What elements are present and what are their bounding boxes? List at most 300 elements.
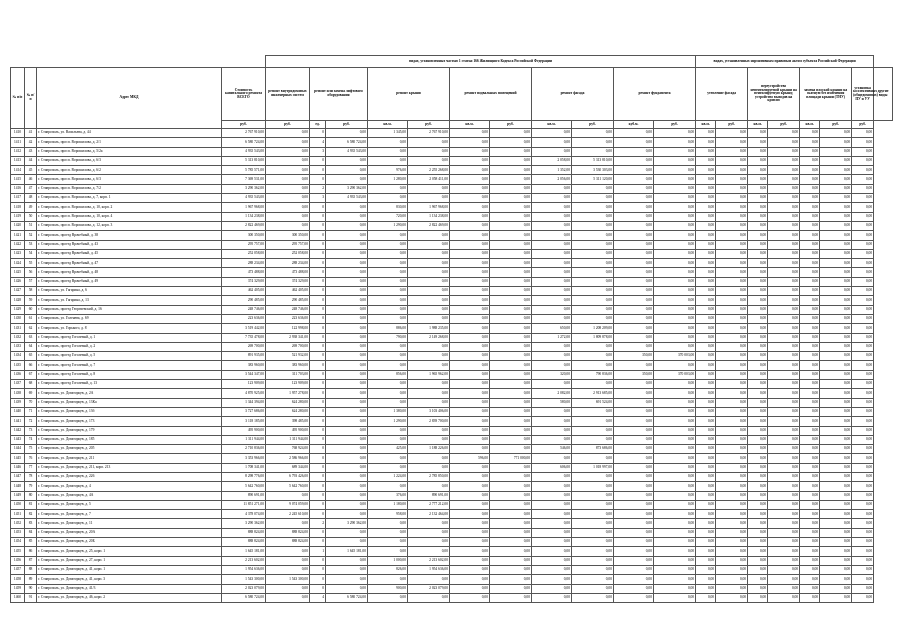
row-number: 1418 [11,203,25,212]
row-value: 3 103 406,00 [408,407,450,416]
unit-cell: руб. [326,121,368,129]
row-address: г. Ставрополь, ул. Горького, д. 8 [37,324,222,333]
row-value: 0,00 [450,166,490,175]
row-value: 0,00 [614,296,654,305]
row-value: 0,00 [852,565,874,574]
row-value: 0,00 [800,361,820,370]
row-number: 1413 [11,156,25,165]
row-value: 0,00 [800,184,820,193]
row-value: 0,00 [572,528,614,537]
row-sub-number: 53 [25,240,37,249]
row-value: 0,00 [748,333,768,342]
row-value: 0,00 [450,370,490,379]
row-value: 873 686,00 [572,445,614,454]
row-sub-number: 70 [25,398,37,407]
row-value: 0,00 [326,380,368,389]
row-value: 0,00 [768,231,800,240]
row-value: 0 [310,575,326,584]
row-number: 1454 [11,538,25,547]
row-value: 0,00 [748,575,768,584]
row-value: 0,00 [852,556,874,565]
row-value: 0,00 [748,268,768,277]
row-value: 0,00 [852,584,874,593]
row-value: 0,00 [654,324,696,333]
row-value: 5 313 810,00 [572,156,614,165]
row-value: 0,00 [450,314,490,323]
row-address: г. Ставрополь, ул. Голенева, д. 69 [37,314,222,323]
row-sub-number: 81 [25,500,37,509]
row-sub-number: 78 [25,472,37,481]
row-value: 0,00 [450,156,490,165]
row-value: 0,00 [614,435,654,444]
row-number: 1421 [11,231,25,240]
row-value: 0,00 [654,398,696,407]
group-header-row [11,56,893,68]
row-value: 0,00 [572,538,614,547]
row-sub-number: 66 [25,361,37,370]
row-number: 1424 [11,259,25,268]
row-value: 0,00 [800,240,820,249]
row-value: 0,00 [820,287,852,296]
row-value: 0,00 [748,584,768,593]
row-value: 0,00 [326,463,368,472]
row-value: 311 703,00 [266,370,310,379]
row-value: 0,00 [800,547,820,556]
row-value: 0,00 [748,380,768,389]
row-value: 0,00 [716,268,748,277]
row-value: 0,00 [614,203,654,212]
row-value: 0,00 [696,138,716,147]
row-value: 0,00 [768,129,800,138]
row-number: 1422 [11,240,25,249]
row-value: 0,00 [614,138,654,147]
row-value: 0,00 [768,324,800,333]
row-value: 0,00 [768,445,800,454]
row-value: 290 485,00 [266,296,310,305]
row-value: 0,00 [696,565,716,574]
row-value: 0,00 [852,547,874,556]
row-total: 2 213 602,00 [222,556,266,565]
row-value: 0,00 [852,398,874,407]
row-value: 0,00 [266,138,310,147]
row-value: 0,00 [800,156,820,165]
row-value: 0,00 [532,547,572,556]
row-value: 596,00 [450,454,490,463]
row-number: 1449 [11,491,25,500]
row-address: г. Ставрополь, ул. Доваторцев, д. 5 [37,500,222,509]
row-value: 0,00 [326,212,368,221]
row-value: 0,00 [408,463,450,472]
table-row [11,435,893,444]
row-value: 1 311 944,00 [266,435,310,444]
row-value: 0,00 [800,147,820,156]
row-value: 0,00 [490,398,532,407]
row-value: 2 058,00 [532,156,572,165]
row-value: 0,00 [696,519,716,528]
row-value: 0,00 [748,389,768,398]
row-value: 1 280,00 [368,175,408,184]
row-value: 0 [310,361,326,370]
row-value: 0,00 [820,454,852,463]
row-value: 0,00 [800,268,820,277]
row-address: г. Ставрополь, просп. Ворошилова, д. 7, корп. 1 [37,194,222,203]
row-sub-number: 43 [25,147,37,156]
row-value: 0,00 [490,389,532,398]
row-value: 0,00 [696,277,716,286]
row-value: 0,00 [450,147,490,156]
row-number: 1425 [11,268,25,277]
row-value: 0,00 [326,556,368,565]
row-value: 0,00 [450,361,490,370]
row-value: 0,00 [800,305,820,314]
row-value: 0,00 [800,482,820,491]
row-value: 0,00 [368,156,408,165]
row-value: 0,00 [716,231,748,240]
row-value: 0,00 [326,500,368,509]
row-value: 0,00 [716,547,748,556]
row-value: 0,00 [696,445,716,454]
row-value: 0,00 [532,305,572,314]
row-value: 0,00 [654,305,696,314]
row-total: 6 580 724,00 [222,593,266,602]
table-row [11,129,893,138]
row-value: 0,00 [768,528,800,537]
row-value: 0,00 [716,417,748,426]
row-value: 0,00 [716,194,748,203]
row-total: 288 234,00 [222,259,266,268]
row-value: 0,00 [532,352,572,361]
row-value: 771 000,00 [490,454,532,463]
row-value: 0,00 [748,277,768,286]
row-value: 0,00 [450,584,490,593]
row-value: 0,00 [490,296,532,305]
row-value: 0 [310,231,326,240]
row-value: 0,00 [490,324,532,333]
row-value: 0,00 [748,129,768,138]
row-value: 0 [310,417,326,426]
row-value: 0,00 [266,221,310,230]
row-value: 0,00 [490,500,532,509]
row-total: 2 767 910,00 [222,129,266,138]
table-row [11,584,893,593]
row-value: 0,00 [768,184,800,193]
row-value: 0,00 [450,556,490,565]
row-value: 0,00 [800,519,820,528]
row-value: 0,00 [654,593,696,602]
row-value: 0,00 [654,565,696,574]
row-value: 0,00 [800,584,820,593]
row-value: 0,00 [326,482,368,491]
row-value: 0,00 [696,333,716,342]
row-value: 0,00 [654,342,696,351]
row-value: 0,00 [820,491,852,500]
row-total: 3 290 362,00 [222,519,266,528]
row-value: 248 746,00 [266,305,310,314]
row-value: 0,00 [800,370,820,379]
row-value: 0,00 [326,324,368,333]
row-value: 0,00 [820,380,852,389]
row-value: 0,00 [768,556,800,565]
row-value: 3 530 303,00 [572,166,614,175]
row-number: 1459 [11,584,25,593]
row-value: 0,00 [572,194,614,203]
unit-cell: кв.м. [800,121,820,129]
row-value: 0,00 [450,426,490,435]
row-value: 0,00 [768,389,800,398]
row-value: 0,00 [532,240,572,249]
row-value: 0,00 [696,417,716,426]
row-value: 0,00 [852,491,874,500]
row-value: 0,00 [852,194,874,203]
row-value: 0,00 [852,426,874,435]
row-total: 7 735 478,00 [222,333,266,342]
row-value: 0,00 [654,510,696,519]
table-row [11,249,893,258]
row-value: 0,00 [654,296,696,305]
row-value: 689 344,00 [266,463,310,472]
row-value: 0,00 [266,565,310,574]
row-value: 0,00 [614,593,654,602]
row-value: 0,00 [748,426,768,435]
row-sub-number: 44 [25,156,37,165]
row-total: 1 967 968,00 [222,203,266,212]
row-value: 0,00 [768,212,800,221]
row-number: 1456 [11,556,25,565]
table-row [11,500,893,509]
row-value: 0,00 [408,138,450,147]
row-total: 123 909,00 [222,380,266,389]
row-value: 0,00 [266,593,310,602]
row-value: 0,00 [572,575,614,584]
row-number: 1412 [11,147,25,156]
row-value: 0,00 [614,166,654,175]
row-value: 0,00 [614,361,654,370]
row-value: 1 000,00 [368,556,408,565]
row-value: 0 [310,305,326,314]
row-sub-number: 67 [25,370,37,379]
row-number: 1431 [11,324,25,333]
row-sub-number: 76 [25,454,37,463]
row-total: 4 935 543,00 [222,194,266,203]
row-value: 0,00 [716,138,748,147]
row-value: 0,00 [368,398,408,407]
row-value: 0,00 [800,203,820,212]
row-value: 2 213 602,00 [408,556,450,565]
row-value: 0,00 [450,407,490,416]
row-value: 0,00 [696,184,716,193]
row-value: 890 691,00 [408,491,450,500]
row-value: 0,00 [654,268,696,277]
row-value: 0,00 [368,547,408,556]
row-address: г. Ставрополь, ул. Доваторцев, д. 205 [37,445,222,454]
row-value: 0,00 [800,129,820,138]
unit-cell: кв.м. [368,121,408,129]
row-value: 0,00 [450,305,490,314]
row-value: 0,00 [748,565,768,574]
row-value: 0,00 [326,538,368,547]
row-value: 0,00 [716,407,748,416]
row-value: 1 954 636,00 [408,565,450,574]
row-value: 0,00 [266,129,310,138]
row-value: 0,00 [614,528,654,537]
row-value: 0,00 [266,156,310,165]
row-total: 888 824,00 [222,538,266,547]
row-value: 0,00 [696,491,716,500]
row-value: 0,00 [532,287,572,296]
row-value: 0,00 [748,510,768,519]
row-value: 0 [310,156,326,165]
row-value: 0,00 [490,203,532,212]
table-row [11,156,893,165]
row-value: 0,00 [614,556,654,565]
row-value: 0,00 [532,194,572,203]
row-value: 0,00 [368,426,408,435]
unit-cell: руб. [490,121,532,129]
row-value: 0,00 [450,565,490,574]
row-value: 0,00 [450,500,490,509]
row-value: 0,00 [820,575,852,584]
unit-cell: руб. [654,121,696,129]
row-value: 0,00 [450,380,490,389]
row-value: 0,00 [748,500,768,509]
row-value: 0,00 [450,249,490,258]
row-value: 0,00 [768,565,800,574]
row-value: 0,00 [572,231,614,240]
row-value: 0,00 [820,538,852,547]
row-value: 691 524,00 [572,398,614,407]
row-value: 546,00 [532,445,572,454]
row-value: 0,00 [820,528,852,537]
row-value: 0,00 [748,194,768,203]
row-number: 1419 [11,212,25,221]
row-value: 0,00 [614,259,654,268]
row-value: 0,00 [820,147,852,156]
row-number: 1430 [11,314,25,323]
row-value: 0,00 [572,138,614,147]
row-value: 0,00 [696,389,716,398]
row-value: 0,00 [852,500,874,509]
row-value: 425,00 [368,445,408,454]
row-value: 0,00 [490,547,532,556]
row-value: 0,00 [266,147,310,156]
row-value: 0,00 [768,426,800,435]
row-value: 0,00 [696,528,716,537]
row-value: 2 822 469,00 [408,221,450,230]
row-value: 0,00 [572,203,614,212]
row-total: 252 058,00 [222,249,266,258]
row-value: 0,00 [572,305,614,314]
table-row [11,463,893,472]
row-value: 0,00 [696,259,716,268]
row-value: 0,00 [266,519,310,528]
row-value: 0,00 [654,389,696,398]
row-number: 1445 [11,454,25,463]
row-value: 0,00 [532,259,572,268]
row-total: 295 757,00 [222,240,266,249]
row-value: 0,00 [654,547,696,556]
row-address: г. Ставрополь, проезд Врачебный, д. 47 [37,259,222,268]
row-value: 0,00 [654,445,696,454]
row-value: 0,00 [696,175,716,184]
row-number: 1438 [11,389,25,398]
row-value: 0,00 [800,389,820,398]
row-value: 0,00 [820,482,852,491]
column-header-row [11,68,893,121]
row-value: 0,00 [490,333,532,342]
row-address: г. Ставрополь, ул. Доваторцев, д. 185 [37,435,222,444]
row-value: 0,00 [800,398,820,407]
row-total: 11 851 271,00 [222,500,266,509]
row-value: 0,00 [800,277,820,286]
row-value: 0,00 [408,147,450,156]
row-value: 0,00 [572,249,614,258]
table-row [11,147,893,156]
row-value: 0,00 [408,398,450,407]
row-number: 1420 [11,221,25,230]
row-value: 0,00 [768,249,800,258]
row-value: 0,00 [532,129,572,138]
row-value: 856,00 [368,370,408,379]
row-value: 0,00 [450,519,490,528]
row-value: 0,00 [490,463,532,472]
row-number: 1441 [11,417,25,426]
row-value: 0,00 [450,417,490,426]
row-value: 0,00 [572,435,614,444]
row-value: 0,00 [716,203,748,212]
row-value: 0,00 [326,370,368,379]
row-value: 0,00 [768,194,800,203]
unit-cell: кв.м. [532,121,572,129]
row-value: 0,00 [614,240,654,249]
col-header-n2: № п/п [25,68,37,129]
row-value: 1 018 997,00 [572,463,614,472]
row-value: 0,00 [614,249,654,258]
row-value: 0,00 [852,231,874,240]
row-value: 0,00 [852,482,874,491]
table-row [11,370,893,379]
row-number: 1427 [11,287,25,296]
row-address: г. Ставрополь, ул. Доваторцев, д. 7 [37,510,222,519]
row-address: г. Ставрополь, проезд Гоголевый, д. 2 [37,342,222,351]
row-value: 0,00 [800,342,820,351]
row-total: 3 519 442,00 [222,324,266,333]
row-value: 0,00 [768,240,800,249]
row-number: 1448 [11,482,25,491]
row-value: 4 [310,593,326,602]
table-row [11,407,893,416]
row-value: 0,00 [654,435,696,444]
row-value: 0,00 [326,389,368,398]
row-value: 0,00 [748,203,768,212]
unit-cell: руб. [716,121,748,129]
row-value: 2 938 341,00 [266,333,310,342]
row-value: 0,00 [490,287,532,296]
row-value: 0,00 [696,380,716,389]
row-value: 0,00 [748,547,768,556]
row-value: 0,00 [326,491,368,500]
row-value: 0,00 [852,361,874,370]
row-value: 0,00 [450,472,490,481]
table-row [11,333,893,342]
row-value: 0,00 [490,510,532,519]
row-value: 0,00 [326,277,368,286]
row-value: 0,00 [820,472,852,481]
row-value: 0,00 [450,593,490,602]
row-value: 0,00 [696,129,716,138]
row-value: 0,00 [748,491,768,500]
row-value: 0,00 [696,435,716,444]
row-value: 0,00 [614,491,654,500]
